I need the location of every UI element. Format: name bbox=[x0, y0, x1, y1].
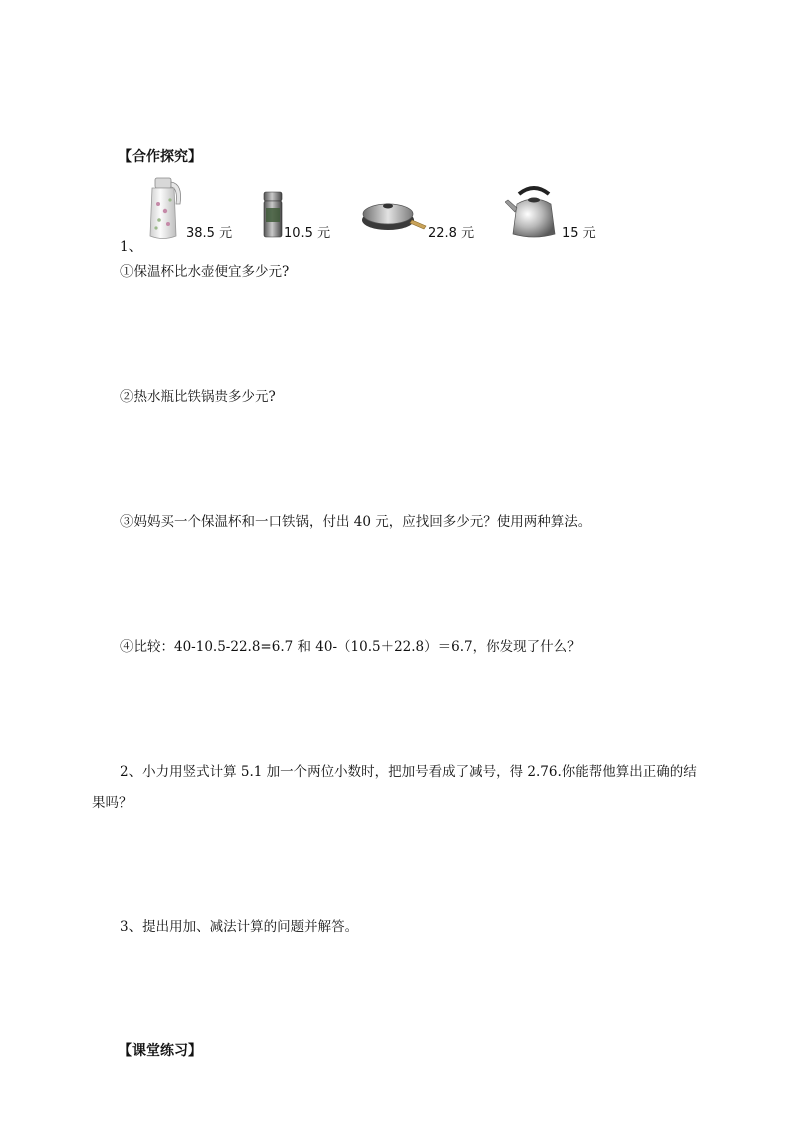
section-title-explore: 【合作探究】 bbox=[118, 149, 202, 165]
iron-pan-image bbox=[360, 196, 428, 236]
question-3: 3、提出用加、减法计算的问题并解答。 bbox=[120, 919, 359, 935]
insulated-cup-price: 10.5 元 bbox=[284, 226, 331, 241]
kettle-image bbox=[505, 182, 563, 240]
iron-pan-price: 22.8 元 bbox=[428, 226, 475, 241]
question-1-sub-3: ③妈妈买一个保温杯和一口铁锅，付出 40 元，应找回多少元？使用两种算法。 bbox=[120, 514, 592, 530]
insulated-cup-image bbox=[262, 190, 284, 240]
question-1-number: 1、 bbox=[120, 239, 143, 255]
question-2-line-2: 果吗？ bbox=[92, 795, 133, 811]
question-1-sub-2: ②热水瓶比铁锅贵多少元? bbox=[120, 389, 276, 405]
thermos-flask-price: 38.5 元 bbox=[186, 226, 233, 241]
section-title-practice: 【课堂练习】 bbox=[118, 1043, 202, 1059]
kettle-price: 15 元 bbox=[562, 226, 596, 241]
question-1-sub-4: ④比较：40-10.5-22.8=6.7 和 40-（10.5＋22.8）＝6.7，你发现了什么？ bbox=[120, 639, 581, 655]
question-1-sub-1: ①保温杯比水壶便宜多少元? bbox=[120, 264, 290, 280]
thermos-flask-image bbox=[146, 176, 186, 242]
question-2-line-1: 2、小力用竖式计算 5.1 加一个两位小数时，把加号看成了减号，得 2.76.你能帮他算出正确的结 bbox=[120, 764, 697, 780]
